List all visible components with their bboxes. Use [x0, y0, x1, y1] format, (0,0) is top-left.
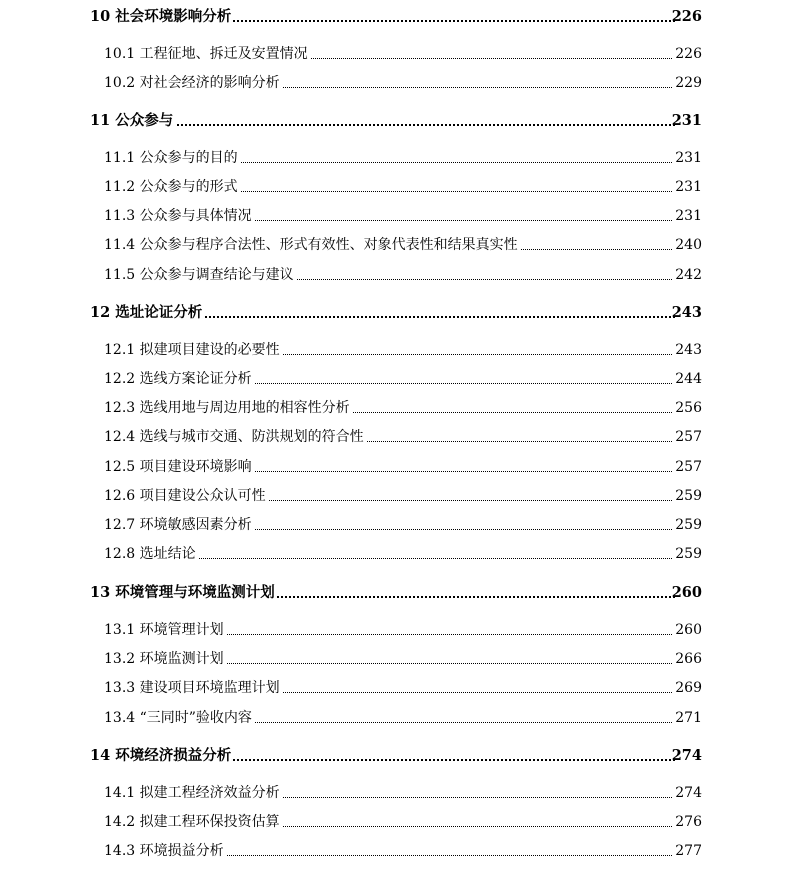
toc-entry-title: 14.2 拟建工程环保投资估算 — [104, 814, 280, 830]
toc-page-number: 259 — [675, 546, 702, 562]
toc-section-entry[interactable] — [0, 675, 793, 699]
toc-page-number: 259 — [675, 517, 702, 533]
toc-section-entry[interactable] — [0, 838, 793, 862]
toc-entry-title: 14.3 环境损益分析 — [104, 843, 224, 859]
toc-page-number: 229 — [675, 75, 702, 91]
toc-page-number: 274 — [675, 785, 702, 801]
toc-entry-title: 12.6 项目建设公众认可性 — [104, 488, 266, 504]
toc-page-number: 260 — [671, 584, 702, 601]
toc-page-number: 231 — [675, 208, 702, 224]
toc-entry-title: 12.2 选线方案论证分析 — [104, 371, 252, 387]
toc-section-entry[interactable] — [0, 337, 793, 361]
toc-page-number: 243 — [671, 304, 702, 321]
toc-entry-title: 11.4 公众参与程序合法性、形式有效性、对象代表性和结果真实性 — [104, 237, 518, 253]
toc-page-number: 259 — [675, 488, 702, 504]
toc-section-entry[interactable] — [0, 41, 793, 65]
toc-entry-title: 11.5 公众参与调查结论与建议 — [104, 267, 294, 283]
toc-chapter-entry[interactable] — [0, 4, 793, 28]
toc-leader-dots — [110, 124, 675, 126]
toc-entry-title: 13.2 环境监测计划 — [104, 651, 224, 667]
toc-page-number: 274 — [671, 747, 702, 764]
toc-entry-title: 13 环境管理与环境监测计划 — [90, 584, 275, 601]
toc-section-entry[interactable] — [0, 646, 793, 670]
toc-page-number: 277 — [675, 843, 702, 859]
toc-page-number: 226 — [675, 46, 702, 62]
toc-page-number: 266 — [675, 651, 702, 667]
toc-section-entry[interactable] — [0, 366, 793, 390]
toc-section-entry[interactable] — [0, 809, 793, 833]
toc-section-entry[interactable] — [0, 145, 793, 169]
toc-section-entry[interactable] — [0, 705, 793, 729]
toc-section-entry[interactable] — [0, 780, 793, 804]
toc-chapter-entry[interactable] — [0, 580, 793, 604]
toc-page-number: 231 — [675, 179, 702, 195]
toc-page-number: 242 — [675, 267, 702, 283]
toc-entry-title: 10.1 工程征地、拆迁及安置情况 — [104, 46, 308, 62]
toc-entry-title: 14 环境经济损益分析 — [90, 747, 232, 764]
toc-page-number: 231 — [671, 112, 702, 129]
toc-section-entry[interactable] — [0, 232, 793, 256]
toc-section-entry[interactable] — [0, 70, 793, 94]
toc-entry-title: 11.2 公众参与的形式 — [104, 179, 238, 195]
toc-section-entry[interactable] — [0, 262, 793, 286]
toc-entry-title: 12.7 环境敏感因素分析 — [104, 517, 252, 533]
toc-page-number: 257 — [675, 429, 702, 445]
toc-entry-title: 10 社会环境影响分析 — [90, 8, 232, 25]
toc-entry-title: 12.5 项目建设环境影响 — [104, 459, 252, 475]
toc-page-number: 231 — [675, 150, 702, 166]
toc-entry-title: 11.1 公众参与的目的 — [104, 150, 238, 166]
toc-chapter-entry[interactable] — [0, 743, 793, 767]
toc-entry-title: 13.1 环境管理计划 — [104, 622, 224, 638]
toc-chapter-entry[interactable] — [0, 108, 793, 132]
toc-section-entry[interactable] — [0, 541, 793, 565]
toc-entry-title: 11.3 公众参与具体情况 — [104, 208, 252, 224]
toc-entry-title: 12.3 选线用地与周边用地的相容性分析 — [104, 400, 350, 416]
toc-leader-dots — [120, 558, 672, 559]
toc-chapter-entry[interactable] — [0, 300, 793, 324]
toc-entry-title: 12.8 选址结论 — [104, 546, 196, 562]
toc-section-entry[interactable] — [0, 424, 793, 448]
toc-entry-title: 12.4 选线与城市交通、防洪规划的符合性 — [104, 429, 364, 445]
toc-section-entry[interactable] — [0, 454, 793, 478]
toc-entry-title: 13.4 “三同时”验收内容 — [104, 710, 252, 726]
toc-page-number: 276 — [675, 814, 702, 830]
toc-entry-title: 13.3 建设项目环境监理计划 — [104, 680, 280, 696]
toc-page-number: 260 — [675, 622, 702, 638]
toc-section-entry[interactable] — [0, 174, 793, 198]
toc-page-number: 271 — [675, 710, 702, 726]
toc-entry-title: 10.2 对社会经济的影响分析 — [104, 75, 280, 91]
toc-section-entry[interactable] — [0, 512, 793, 536]
toc-section-entry[interactable] — [0, 617, 793, 641]
toc-entry-title: 12 选址论证分析 — [90, 304, 203, 321]
toc-entry-title: 14.1 拟建工程经济效益分析 — [104, 785, 280, 801]
toc-entry-title: 11 公众参与 — [90, 112, 174, 129]
toc-page-number: 269 — [675, 680, 702, 696]
toc-page-number: 257 — [675, 459, 702, 475]
toc-page-number: 240 — [675, 237, 702, 253]
toc-entry-title: 12.1 拟建项目建设的必要性 — [104, 342, 280, 358]
toc-page-number: 244 — [675, 371, 702, 387]
toc-section-entry[interactable] — [0, 395, 793, 419]
toc-page-number: 226 — [671, 8, 702, 25]
toc-page-number: 243 — [675, 342, 702, 358]
toc-section-entry[interactable] — [0, 483, 793, 507]
toc-section-entry[interactable] — [0, 203, 793, 227]
toc-page-number: 256 — [675, 400, 702, 416]
